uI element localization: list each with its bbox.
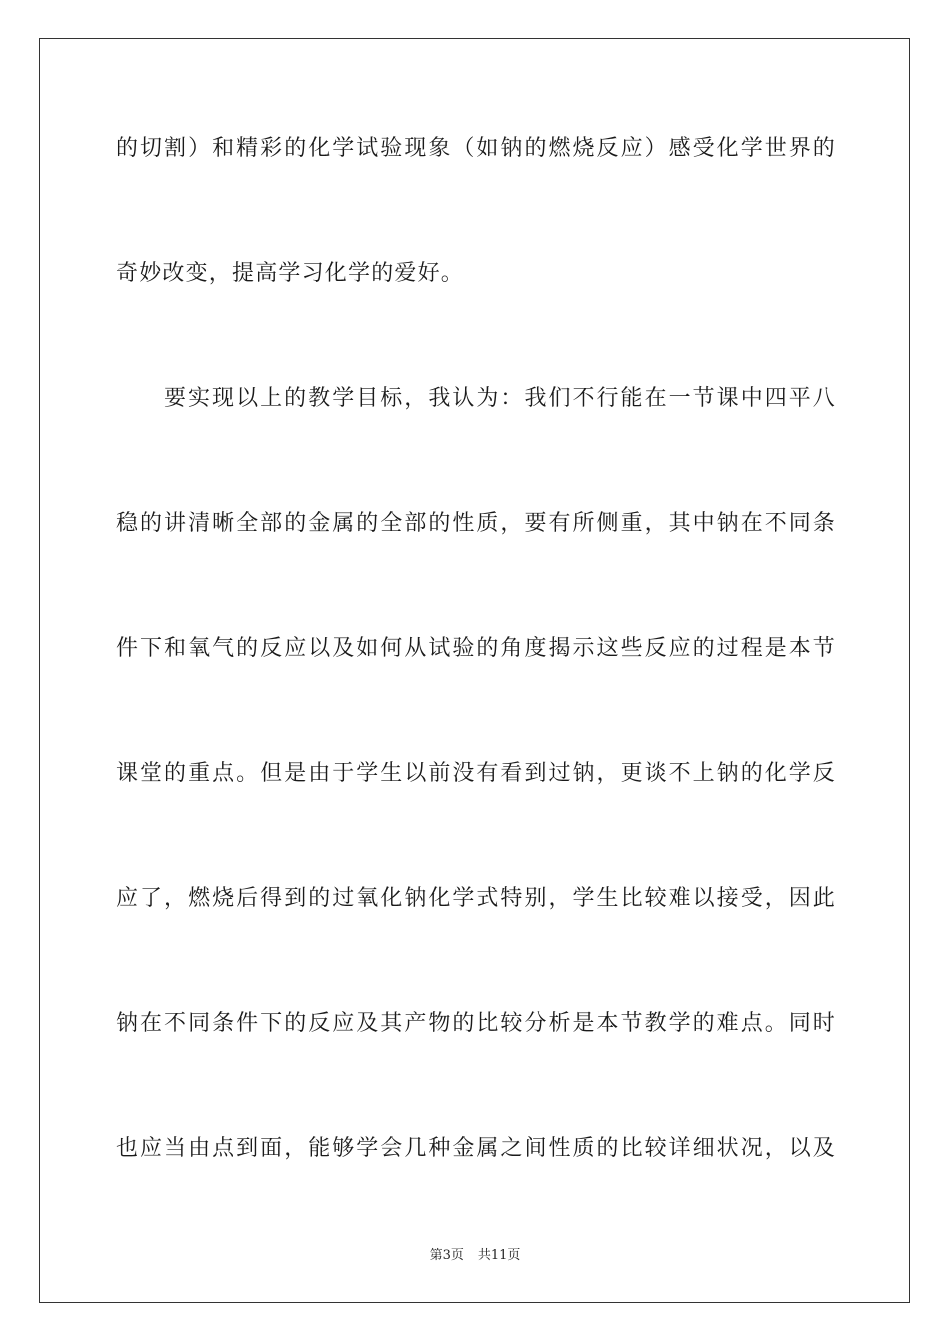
body-text-line: 课堂的重点。但是由于学生以前没有看到过钠，更谈不上钠的化学反 [116, 761, 836, 786]
body-text-line: 稳的讲清晰全部的金属的全部的性质，要有所侧重，其中钠在不同条 [116, 511, 836, 536]
page-footer [0, 1247, 950, 1265]
body-text-line: 的切割）和精彩的化学试验现象（如钠的燃烧反应）感受化学世界的 [116, 136, 836, 161]
page-number: 第3页 [429, 1248, 464, 1263]
body-text-line: 钠在不同条件下的反应及其产物的比较分析是本节教学的难点。同时 [116, 1011, 836, 1036]
page-border [39, 38, 910, 1303]
body-text-line: 也应当由点到面，能够学会几种金属之间性质的比较详细状况，以及 [116, 1136, 836, 1161]
page-total: 共11页 [477, 1248, 521, 1263]
body-text-line: 应了，燃烧后得到的过氧化钠化学式特别，学生比较难以接受，因此 [116, 886, 836, 911]
body-text-line: 奇妙改变，提高学习化学的爱好。 [116, 261, 465, 286]
body-text-line: 件下和氧气的反应以及如何从试验的角度揭示这些反应的过程是本节 [116, 636, 836, 661]
paragraph-first-line: 要实现以上的教学目标，我认为：我们不行能在一节课中四平八 [164, 386, 836, 411]
